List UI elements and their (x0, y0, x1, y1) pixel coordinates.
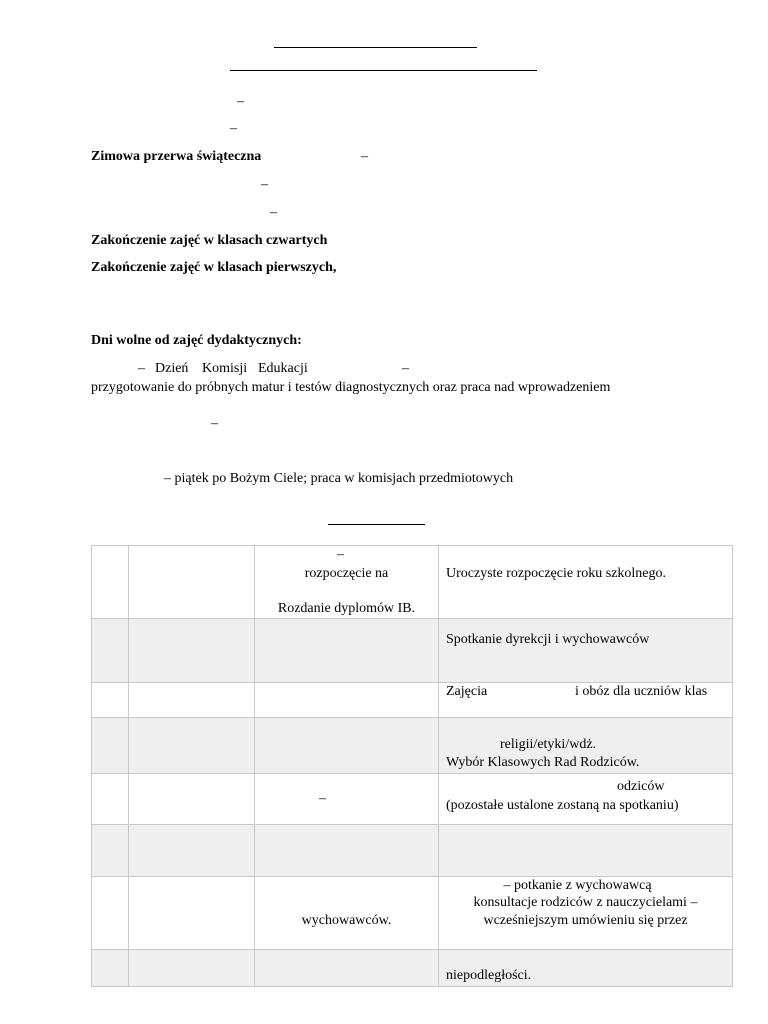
table-cell (255, 877, 439, 950)
table-cell (92, 774, 129, 825)
table-cell (129, 718, 255, 774)
cell-text: Uroczyste rozpoczęcie roku szkolnego. (446, 566, 667, 581)
table-cell (129, 950, 255, 987)
cell-text: – (337, 547, 344, 562)
cell-text: (pozostałe ustalone zostaną na spotkaniu) (446, 798, 679, 813)
end-first-classes-label: Zakończenie zajęć w klasach pierwszych, (91, 260, 337, 275)
table-cell (439, 683, 733, 718)
table-row (92, 950, 733, 987)
dash-line-3: – (261, 177, 268, 192)
winter-break-label: Zimowa przerwa świąteczna (91, 149, 262, 164)
table-cell (439, 950, 733, 987)
table-cell (439, 718, 733, 774)
table-cell (439, 877, 733, 950)
cell-text: odziców (617, 779, 665, 794)
table-cell (255, 825, 439, 877)
table-cell (92, 877, 129, 950)
table-cell (439, 825, 733, 877)
table-cell (255, 774, 439, 825)
winter-break-dash: – (361, 149, 368, 164)
title-underline-1 (274, 47, 477, 48)
cell-text: religii/etyki/wdż. (500, 737, 597, 752)
table-cell (255, 683, 439, 718)
section-underline (328, 524, 425, 525)
schedule-table (91, 545, 733, 987)
table-row (92, 718, 733, 774)
table-cell (92, 718, 129, 774)
end-fourth-classes-label: Zakończenie zajęć w klasach czwartych (91, 233, 328, 248)
table-cell (92, 546, 129, 619)
cell-text: Rozdanie dyplomów IB. (277, 601, 416, 616)
table-cell (129, 825, 255, 877)
cell-text: – (319, 791, 326, 806)
title-underline-2 (230, 70, 537, 71)
cell-text: Wybór Klasowych Rad Rodziców. (446, 755, 640, 770)
table-row (92, 546, 733, 619)
table-cell (129, 774, 255, 825)
cell-text: konsultacje rodziców z nauczycielami – (473, 895, 698, 910)
days-off-line3-dash: – (211, 416, 218, 431)
table-row (92, 774, 733, 825)
table-cell (255, 619, 439, 683)
table-cell (255, 546, 439, 619)
table-row (92, 619, 733, 683)
table-cell (129, 877, 255, 950)
days-off-heading: Dni wolne od zajęć dydaktycznych: (91, 333, 302, 348)
days-off-line1-word3: Edukacji (258, 361, 308, 376)
table-row (92, 825, 733, 877)
days-off-line4: – piątek po Bożym Ciele; praca w komisjach przedmiotowych (164, 471, 514, 486)
cell-text: – potkanie z wychowawcą (503, 878, 652, 893)
cell-text: niepodległości. (446, 968, 532, 983)
cell-text: i obóz dla uczniów klas (575, 684, 708, 699)
cell-text: wychowawców. (301, 913, 392, 928)
days-off-line1-word2: Komisji (202, 361, 248, 376)
days-off-line2: przygotowanie do próbnych matur i testów diagnostycznych oraz praca nad wprowadzeniem (91, 380, 611, 395)
cell-text: Zajęcia (446, 684, 488, 699)
table-cell (439, 546, 733, 619)
days-off-line1-word1: Dzień (155, 361, 189, 376)
table-cell (255, 950, 439, 987)
table-cell (439, 619, 733, 683)
table-cell (92, 683, 129, 718)
days-off-line1-dash2: – (402, 361, 409, 376)
cell-text: Spotkanie dyrekcji i wychowawców (446, 632, 650, 647)
table-row (92, 877, 733, 950)
table-cell (92, 619, 129, 683)
table-cell (92, 825, 129, 877)
cell-text: rozpoczęcie na (304, 566, 389, 581)
table-cell (129, 683, 255, 718)
table-row (92, 683, 733, 718)
cell-text: wcześniejszym umówieniu się przez (483, 913, 688, 928)
table-cell (129, 619, 255, 683)
dash-line-1: – (237, 94, 244, 109)
table-cell (129, 546, 255, 619)
table-cell (439, 774, 733, 825)
days-off-line1-dash: – (138, 361, 145, 376)
dash-line-4: – (270, 205, 277, 220)
table-cell (92, 950, 129, 987)
table-cell (255, 718, 439, 774)
dash-line-2: – (230, 121, 237, 136)
